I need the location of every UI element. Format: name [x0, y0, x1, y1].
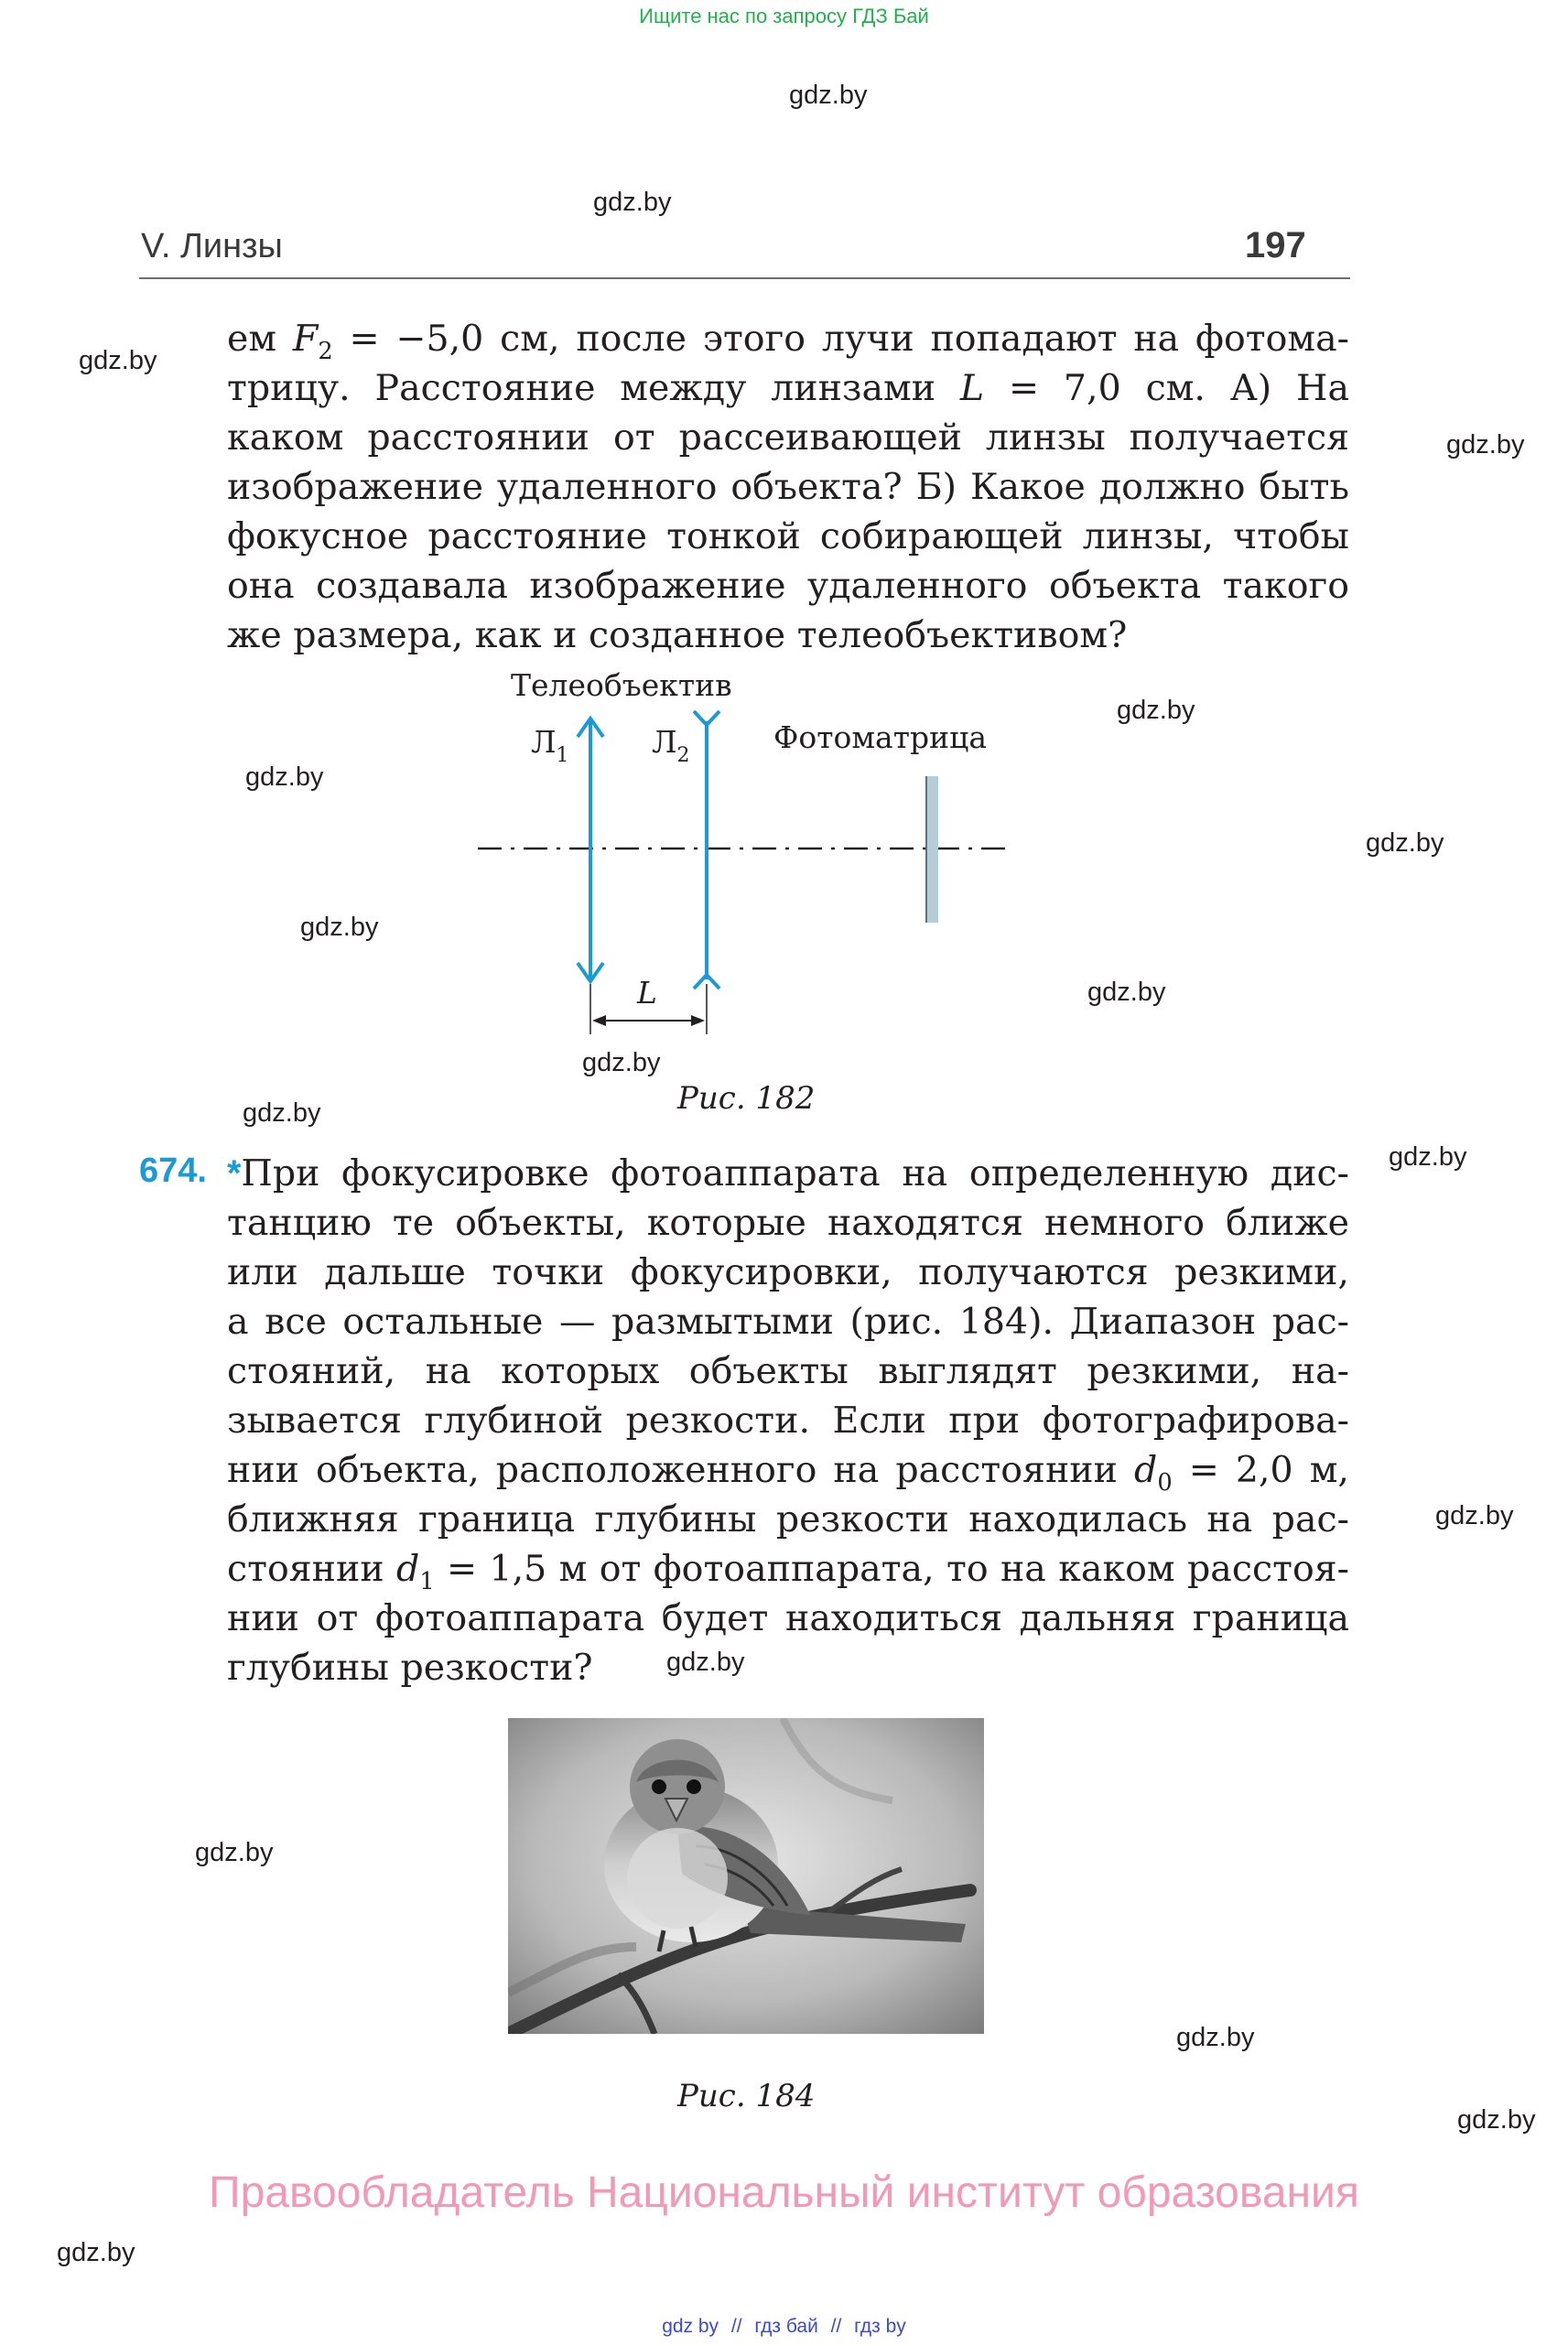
problem-673-text — [227, 314, 1349, 660]
text-line: стояний, на которых объекты выглядят резкими, на- — [227, 1350, 1349, 1392]
text-line: нии от фотоаппарата будет находиться дальняя граница — [227, 1597, 1349, 1639]
header-divider — [139, 277, 1350, 279]
search-hint-banner: Ищите нас по запросу ГДЗ Бай — [639, 5, 929, 27]
footer-link[interactable]: гдз by — [854, 2316, 906, 2337]
bird-photo — [508, 1718, 984, 2034]
watermark: gdz.by — [582, 1048, 661, 1077]
text-line: зывается глубиной резкости. Если при фотографирова- — [227, 1400, 1349, 1442]
text-line: ближняя граница глубины резкости находилась на рас- — [227, 1498, 1349, 1541]
watermark: gdz.by — [666, 1648, 745, 1677]
copyright-notice: Правообладатель Национальный институт образования — [209, 2168, 1359, 2217]
telephoto-title: Телеобъектив — [511, 668, 732, 703]
bird-eye — [652, 1779, 666, 1794]
watermark: gdz.by — [1389, 1142, 1467, 1172]
footer-separator: // — [830, 2316, 842, 2337]
text-line: глубины резкости? — [227, 1647, 593, 1689]
photomatrix-label: Фотоматрица — [773, 719, 987, 755]
photomatrix — [926, 776, 938, 923]
text-line: она создавала изображение удаленного объекта такого — [227, 565, 1349, 607]
figure-182-caption: Рис. 182 — [677, 1080, 816, 1117]
text-line: каком расстоянии от рассеивающей линзы получается — [227, 416, 1349, 459]
text-line: фокусное расстояние тонкой собирающей линзы, чтобы — [227, 515, 1349, 557]
watermark: gdz.by — [79, 346, 157, 375]
watermark: gdz.by — [245, 762, 324, 792]
lens1-label: $Л_1$ — [531, 724, 569, 767]
watermark: gdz.by — [1366, 828, 1444, 858]
text-line: ем $F_2 = -5,0$ см, после этого лучи попадают на фотома- — [227, 318, 1349, 365]
watermark: gdz.by — [1435, 1501, 1514, 1530]
distance-label: L — [637, 975, 657, 1011]
watermark: gdz.by — [593, 188, 672, 217]
text-line: или дальше точки фокусировки, получаются резкими, — [227, 1251, 1349, 1293]
watermark: gdz.by — [1446, 430, 1525, 459]
watermark: gdz.by — [1087, 978, 1166, 1007]
watermark: gdz.by — [300, 913, 379, 942]
watermark: gdz.by — [789, 81, 868, 110]
text-line: изображение удаленного объекта? Б) Какое должно быть — [227, 466, 1349, 508]
text-line: стоянии $d_1 = 1,5$ м от фотоаппарата, то на каком расстоя- — [227, 1548, 1349, 1595]
footer-separator: // — [730, 2316, 742, 2337]
watermark: gdz.by — [57, 2238, 135, 2267]
lens2-label: $Л_2$ — [652, 724, 690, 767]
lens2-top-arrow — [694, 711, 719, 725]
telephoto-lens-diagram — [458, 668, 1044, 1053]
watermark: gdz.by — [1176, 2023, 1255, 2052]
difficulty-star: * — [227, 1153, 242, 1194]
footer-link[interactable]: гдз бай — [754, 2316, 818, 2337]
text-line: трицу. Расстояние между линзами L = 7,0 см. А) На — [227, 367, 1349, 409]
text-line: нии объекта, расположенного на расстоянии $d_0 = 2,0$ м, — [227, 1449, 1349, 1497]
footer-link[interactable]: gdz by — [662, 2316, 719, 2337]
page-number: 197 — [1245, 225, 1306, 265]
figure-184-caption: Рис. 184 — [677, 2078, 816, 2114]
watermark: gdz.by — [243, 1098, 321, 1128]
text-line: танцию те объекты, которые находятся немного ближе — [227, 1202, 1349, 1244]
footer-links — [0, 2316, 1568, 2338]
problem-number: 674. — [139, 1151, 207, 1190]
chapter-title: V. Линзы — [141, 227, 283, 265]
text-line: *При фокусировке фотоаппарата на определенную дис- — [227, 1152, 1349, 1195]
bird-eye — [687, 1779, 701, 1794]
problem-674-text — [227, 1149, 1349, 1692]
watermark: gdz.by — [1117, 696, 1195, 725]
text-line: а все остальные — размытыми (рис. 184). Диапазон рас- — [227, 1301, 1349, 1343]
watermark: gdz.by — [195, 1838, 274, 1867]
text-line: же размера, как и созданное телеобъективом? — [227, 614, 1128, 656]
watermark: gdz.by — [1457, 2105, 1536, 2135]
